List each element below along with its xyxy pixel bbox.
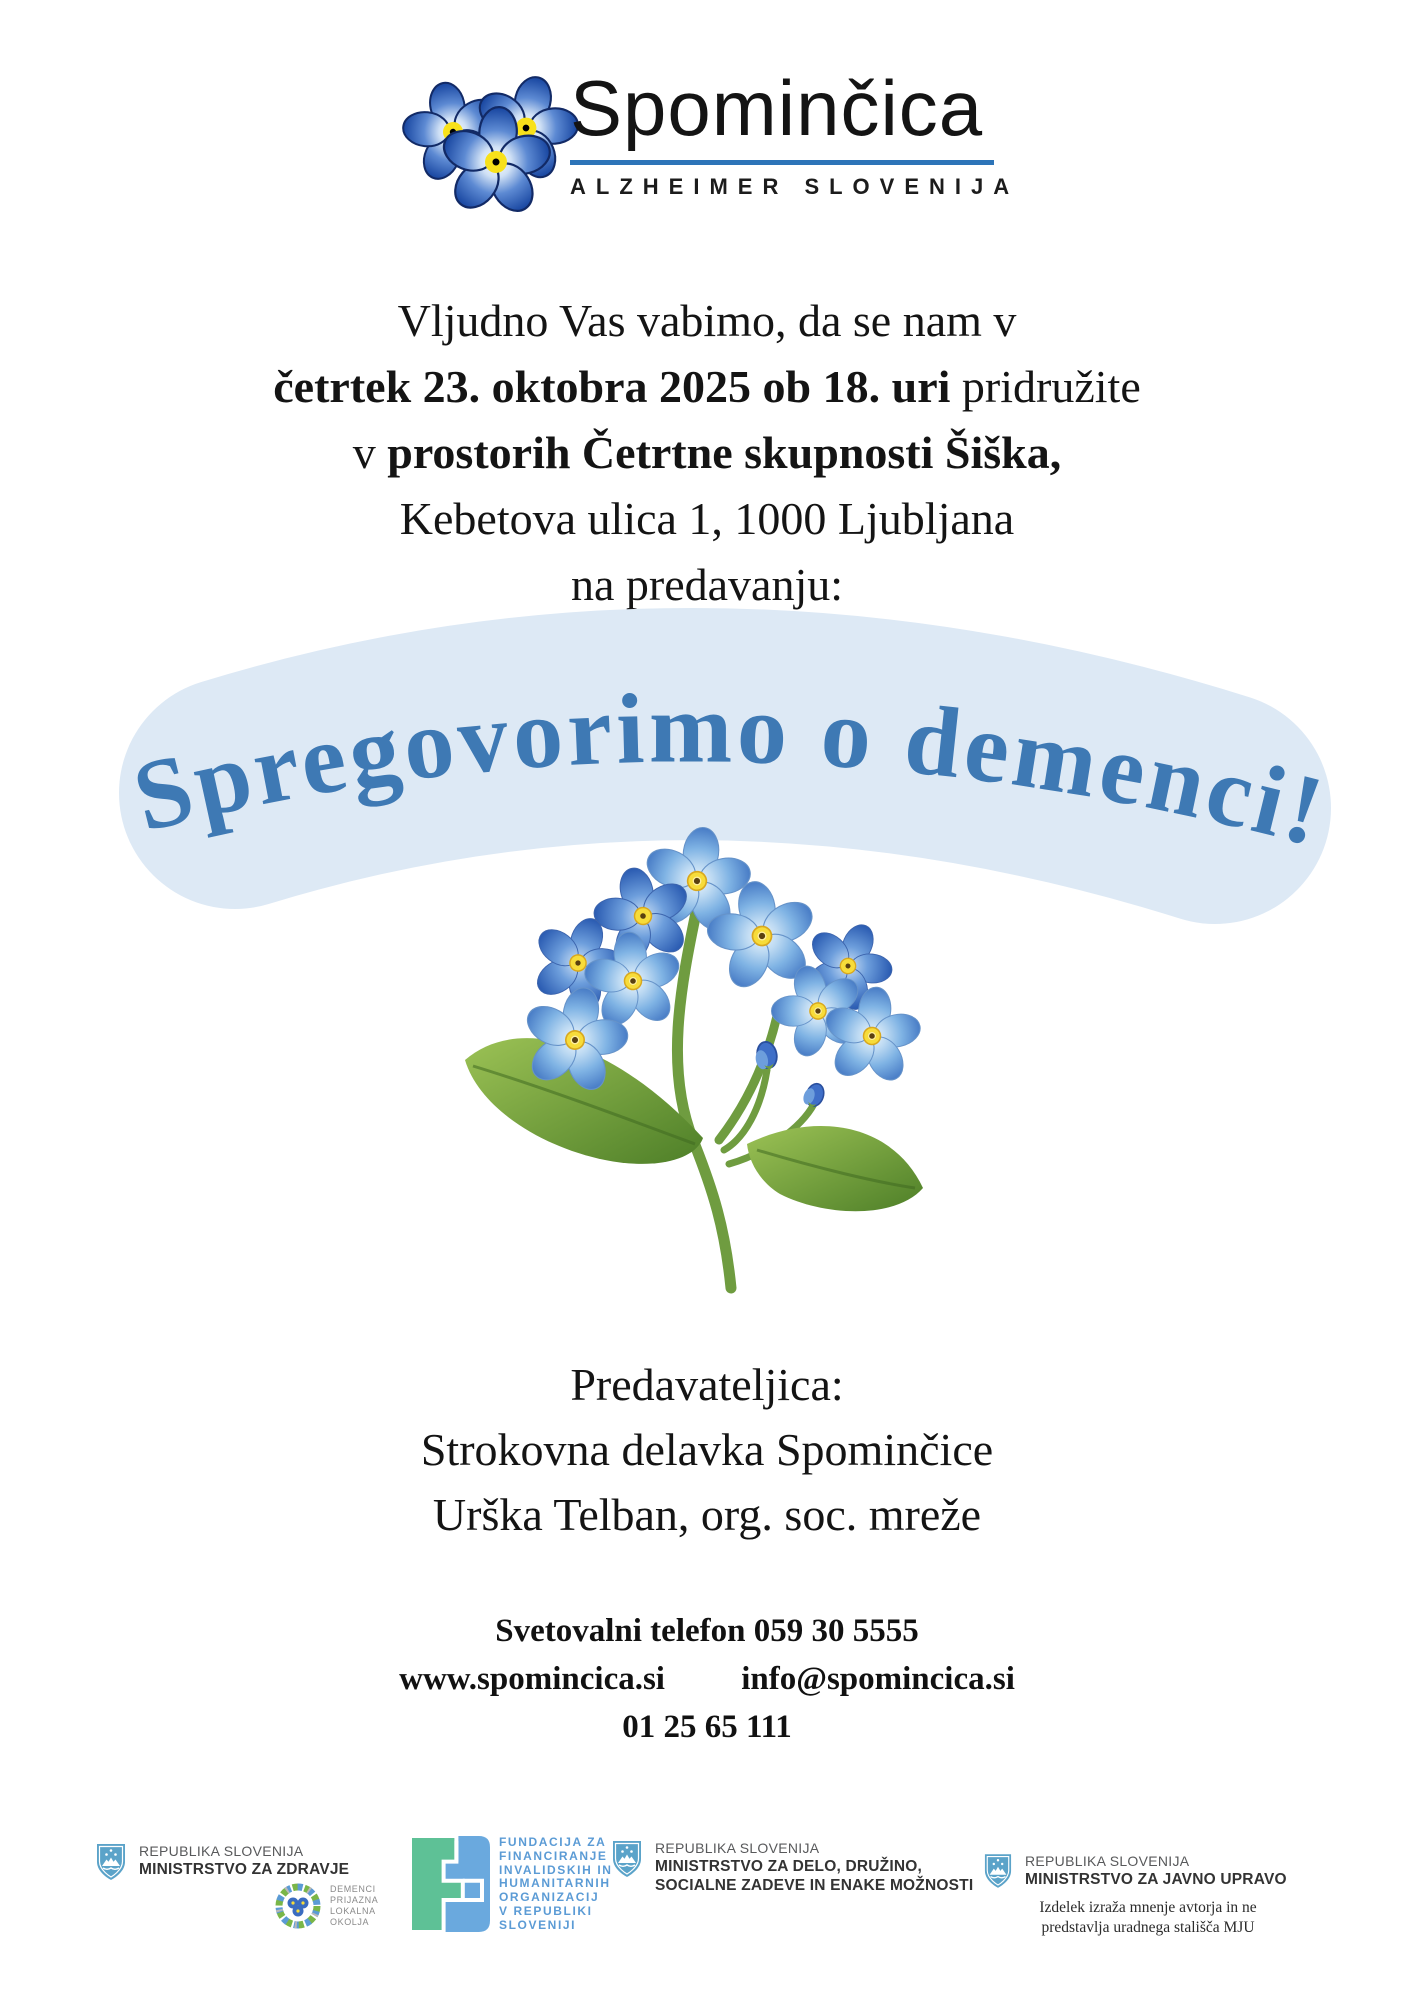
mju-disclaimer bbox=[1026, 1898, 1270, 1937]
ministry-health-logo bbox=[96, 1843, 349, 1881]
lecturer-line-2: Strokovna delavka Spominčice bbox=[420, 1424, 994, 1475]
invitation-line-4: Kebetova ulica 1, 1000 Ljubljana bbox=[399, 493, 1015, 544]
helpline: Svetovalni telefon 059 30 5555 bbox=[495, 1613, 919, 1649]
badge-line-1: DEMENCI bbox=[330, 1884, 376, 1894]
health-country: REPUBLIKA SLOVENIJA bbox=[139, 1843, 304, 1859]
dementia-friendly-badge bbox=[274, 1882, 378, 1930]
slovenia-coat-of-arms-icon bbox=[612, 1840, 642, 1878]
invitation-line-3: v prostorih Četrtne skupnosti Šiška, bbox=[352, 427, 1062, 478]
logo-name: Spominčica bbox=[570, 64, 984, 152]
health-name: MINISTRSTVO ZA ZDRAVJE bbox=[139, 1861, 350, 1878]
social-country: REPUBLIKA SLOVENIJA bbox=[655, 1840, 820, 1856]
invitation-line-5: na predavanju: bbox=[570, 559, 844, 610]
logo-underline bbox=[570, 160, 994, 165]
website: www.spomincica.si bbox=[399, 1661, 665, 1697]
web-email-line bbox=[0, 1655, 1414, 1703]
fiho-line-1: FUNDACIJA ZA bbox=[499, 1835, 607, 1849]
mju-country: REPUBLIKA SLOVENIJA bbox=[1025, 1853, 1190, 1869]
ministry-social-logo bbox=[612, 1840, 973, 1895]
logo-subtitle: ALZHEIMER SLOVENIJA bbox=[570, 173, 1020, 199]
fiho-line-6: V REPUBLIKI bbox=[499, 1903, 593, 1918]
fiho-line-2: FINANCIRANJE bbox=[499, 1848, 608, 1863]
lecturer-line-3: Urška Telban, org. soc. mreže bbox=[432, 1489, 982, 1540]
invitation-text bbox=[0, 288, 1414, 618]
fiho-line-5: ORGANIZACIJ bbox=[499, 1890, 600, 1905]
headline-text: Spregovorimo o demenci! bbox=[123, 672, 1338, 868]
fiho-line-4: HUMANITARNIH bbox=[499, 1876, 611, 1891]
badge-line-4: OKOLJA bbox=[330, 1917, 370, 1927]
badge-line-3: LOKALNA bbox=[330, 1906, 376, 1916]
social-name-1: MINISTRSTVO ZA DELO, DRUŽINO, bbox=[655, 1858, 922, 1875]
contact-block bbox=[0, 1607, 1414, 1751]
invitation-line-1: Vljudno Vas vabimo, da se nam v bbox=[397, 295, 1017, 346]
flowers bbox=[510, 820, 929, 1110]
ministry-public-admin-logo bbox=[984, 1853, 1287, 1889]
logo-text bbox=[570, 64, 1020, 200]
lecturer-block bbox=[0, 1352, 1414, 1547]
mju-name: MINISTRSTVO ZA JAVNO UPRAVO bbox=[1025, 1871, 1287, 1888]
fiho-line-7: SLOVENIJI bbox=[499, 1917, 577, 1932]
fiho-line-3: INVALIDSKIH IN bbox=[499, 1862, 613, 1877]
fiho-icon bbox=[410, 1836, 490, 1932]
dementia-badge-icon bbox=[274, 1882, 322, 1930]
social-name-2: SOCIALNE ZADEVE IN ENAKE MOŽNOSTI bbox=[655, 1877, 974, 1894]
mju-disclaimer-line-1: Izdelek izraža mnenje avtorja in ne bbox=[1039, 1899, 1257, 1916]
phone: 01 25 65 111 bbox=[622, 1709, 792, 1745]
forget-me-not-illustration bbox=[425, 808, 990, 1336]
email: info@spomincica.si bbox=[741, 1661, 1015, 1697]
mju-disclaimer-line-2: predstavlja uradnega stališča MJU bbox=[1041, 1918, 1255, 1936]
invitation-line-2: četrtek 23. oktobra 2025 ob 18. uri pridružite bbox=[273, 361, 1141, 412]
badge-line-2: PRIJAZNA bbox=[330, 1895, 379, 1905]
slovenia-coat-of-arms-icon bbox=[96, 1843, 126, 1881]
fiho-logo bbox=[410, 1836, 613, 1933]
slovenia-coat-of-arms-icon bbox=[984, 1853, 1012, 1889]
lecturer-title: Predavateljica: bbox=[570, 1359, 844, 1410]
spomincica-flowers-icon bbox=[398, 62, 582, 214]
